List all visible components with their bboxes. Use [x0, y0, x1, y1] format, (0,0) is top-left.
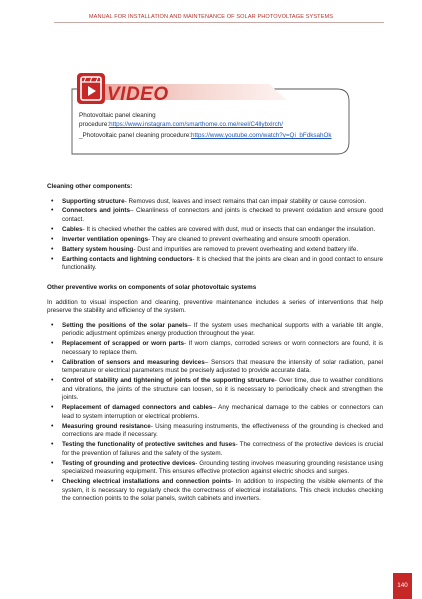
item-text: - It is checked whether the cables are covered with dust, mud or insects that can endanger the insulation. [82, 225, 376, 233]
item-term: Control of stability and tightening of joints of the supporting structure [62, 377, 275, 385]
list-item [47, 226, 383, 235]
list-item [47, 441, 383, 458]
video-link-row-2 [79, 132, 332, 140]
section-heading: Cleaning other components: [47, 183, 133, 190]
list-item [47, 377, 383, 403]
list-item [47, 207, 383, 224]
list-item [47, 423, 383, 440]
item-text: – Sensors that measure the intensity of solar radiation, panel temperature or electrical parameters must be precisely adjusted to provide accurate data. [62, 358, 384, 375]
preventive-list [47, 322, 383, 504]
item-text: - Removes dust, leaves and insect remains that can impair stability or cause corrosion. [124, 197, 367, 205]
video-title: VIDEO [107, 84, 169, 105]
item-term: Cables [62, 225, 83, 233]
item-text: - Dust and impurities are removed to prevent overheating and extend battery life. [133, 245, 359, 253]
list-item [47, 236, 383, 245]
cleaning-section [47, 183, 383, 274]
item-term: Testing the functionality of protective switches and fuses [62, 441, 236, 449]
item-text: - If worn clamps, corroded screws or worn connectors are found, it is necessary to replace them. [62, 340, 383, 356]
item-term: Replacement of damaged connectors and cables [62, 404, 213, 412]
video-box [69, 70, 352, 156]
item-term: Checking electrical installations and connection points [62, 478, 231, 486]
item-term: Earthing contacts and lightning conductors [62, 255, 193, 263]
video-link-row-1 [79, 121, 283, 129]
item-term: Supporting structure [62, 197, 125, 205]
list-item [47, 460, 383, 477]
item-text: - They are cleaned to prevent overheating and ensure smooth operation. [148, 235, 351, 243]
instagram-link[interactable]: https://www.instagram.com/smarthome.co.me/reel/C4llybxlrch/ [109, 121, 284, 128]
cleaning-list [47, 198, 383, 273]
video-link-prefix: procedure: [79, 121, 110, 128]
list-item [47, 256, 383, 273]
item-text: - The correctness of the protective devices is crucial for the prevention of failures and the safety of the system. [62, 441, 383, 457]
video-caption: Photovoltaic panel cleaning [79, 112, 156, 119]
page-number-badge [393, 573, 412, 599]
item-term: Testing of grounding and protective devices [62, 459, 196, 467]
item-text: - Grounding testing involves measuring grounding resistance using specialized measuring equipment. This ensures effective protection against electric shocks and surges. [62, 459, 383, 476]
item-term: Measuring ground resistance [62, 422, 151, 430]
section-heading: Other preventive works on components of solar photovoltaic systems [47, 284, 257, 291]
preventive-section [47, 284, 383, 505]
item-text: - It is checked that the joints are clean and in good contact to ensure functionality. [62, 255, 383, 272]
video-link-prefix: _Photovoltaic panel cleaning procedure: [79, 132, 192, 139]
item-text: – If the system uses mechanical supports with a variable tilt angle, periodic adjustment optimizes energy production throughout the year. [62, 321, 384, 338]
intro-paragraph: In addition to visual inspection and cleaning, preventive maintenance includes a series of interventions that help preserve the stability and efficiency of the system. [47, 298, 383, 315]
item-text: - Using measuring instruments, the effectiveness of the grounding is checked and corrections are made if necessary. [62, 422, 383, 439]
item-text: - In addition to inspecting the visible elements of the system, it is necessary to regularly check the correctness of electrical installations. This check includes checking the connection points to the solar panels, switch cabinets and inverters. [62, 478, 383, 503]
item-term: Calibration of sensors and measuring devices [62, 358, 205, 366]
list-item [47, 359, 383, 376]
item-text: - Over time, due to weather conditions and vibrations, the joints of the structure can loosen, so it is necessary to periodically check and strengthen the joints. [62, 377, 383, 402]
list-item [47, 322, 383, 339]
list-item [47, 404, 383, 421]
running-header: MANUAL FOR INSTALLATION AND MAINTENANCE OF SOLAR PHOTOVOLTAGE SYSTEMS [88, 14, 334, 20]
item-term: Connectors and joints [62, 207, 130, 215]
item-term: Setting the positions of the solar panels [62, 321, 188, 329]
list-item [47, 340, 383, 357]
list-item [47, 198, 383, 207]
item-text: – Cleanliness of connectors and joints is checked to prevent oxidation and ensure good contact. [62, 207, 383, 224]
header-rule [54, 22, 384, 23]
item-text: – Any mechanical damage to the cables or connectors can lead to system interruption or electrical problems. [62, 404, 383, 420]
list-item [47, 246, 383, 255]
item-term: Replacement of scrapped or worn parts [62, 340, 185, 348]
youtube-link[interactable]: https://www.youtube.com/watch?v=Qi_bFdksahOk [191, 132, 332, 139]
item-term: Battery system housing [62, 245, 134, 253]
page-number: 140 [397, 582, 408, 589]
list-item [47, 478, 383, 504]
item-term: Inverter ventilation openings [62, 235, 149, 243]
